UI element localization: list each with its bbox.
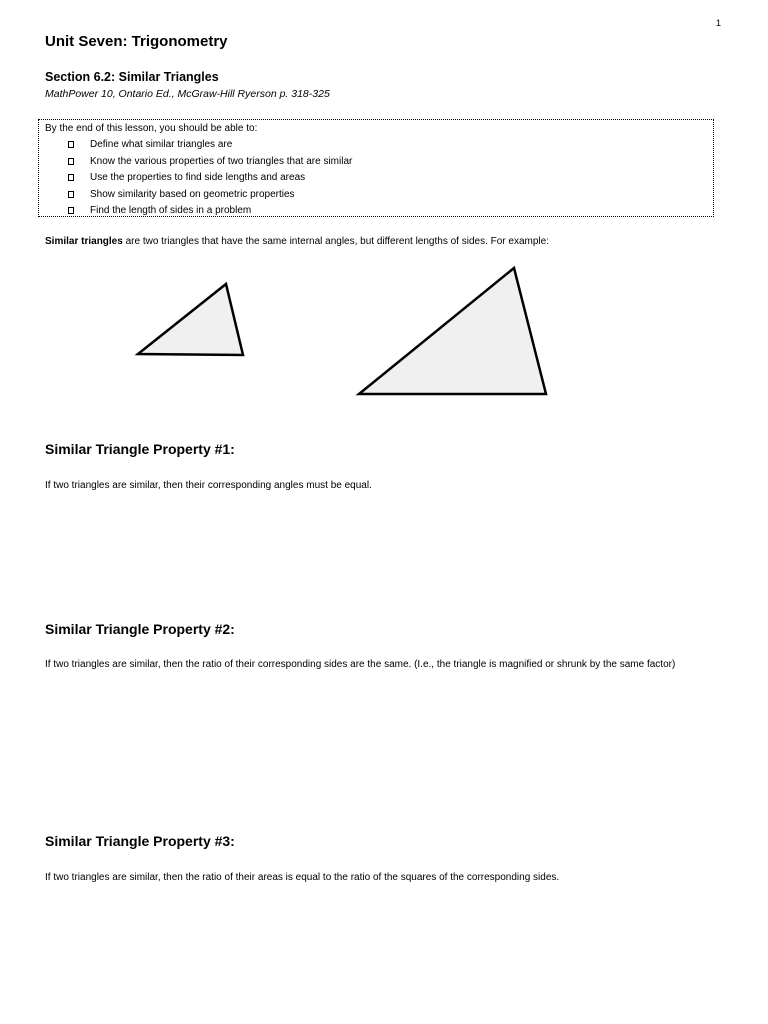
objective-text: Show similarity based on geometric properties [90,188,295,200]
checkbox-icon [68,191,74,198]
checkbox-icon [68,207,74,214]
large-triangle [359,268,546,394]
objective-item [45,138,707,155]
objective-text: Use the properties to find side lengths and areas [90,172,306,183]
definition-text: are two triangles that have the same internal angles, but different lengths of sides. For example: [122,236,549,247]
unit-title: Unit Seven: Trigonometry [45,33,228,50]
objective-text: Define what similar triangles are [90,139,233,150]
objective-item [45,171,707,188]
objective-item [45,188,707,205]
property-2-heading: Similar Triangle Property #2: [45,621,235,637]
example-triangles-figure [0,260,768,405]
objective-text: Know the various properties of two triangles that are similar [90,155,353,167]
small-triangle [138,284,243,355]
property-3-heading: Similar Triangle Property #3: [45,833,235,849]
objective-item [45,204,707,221]
checkbox-icon [68,141,74,148]
section-title: Section 6.2: Similar Triangles [45,70,219,84]
reference: MathPower 10, Ontario Ed., McGraw-Hill Ryerson p. 318-325 [45,88,330,100]
property-2-text: If two triangles are similar, then the ratio of their corresponding sides are the same. (I.e., the triangle is magnified or shrunk by the same factor) [45,659,676,670]
objectives-box [38,119,714,217]
objectives-intro: By the end of this lesson, you should be able to: [45,123,258,134]
definition-term: Similar triangles [45,236,123,247]
objective-item [45,155,707,172]
objective-text: Find the length of sides in a problem [90,205,252,216]
similar-triangles-definition [45,236,549,247]
property-1-text: If two triangles are similar, then their corresponding angles must be equal. [45,480,372,491]
property-3-text: If two triangles are similar, then the ratio of their areas is equal to the ratio of the squares of the corresponding sides. [45,872,560,883]
checkbox-icon [68,174,74,181]
checkbox-icon [68,158,74,165]
objectives-list [45,138,707,221]
page-number: 1 [716,18,722,28]
property-1-heading: Similar Triangle Property #1: [45,441,235,457]
